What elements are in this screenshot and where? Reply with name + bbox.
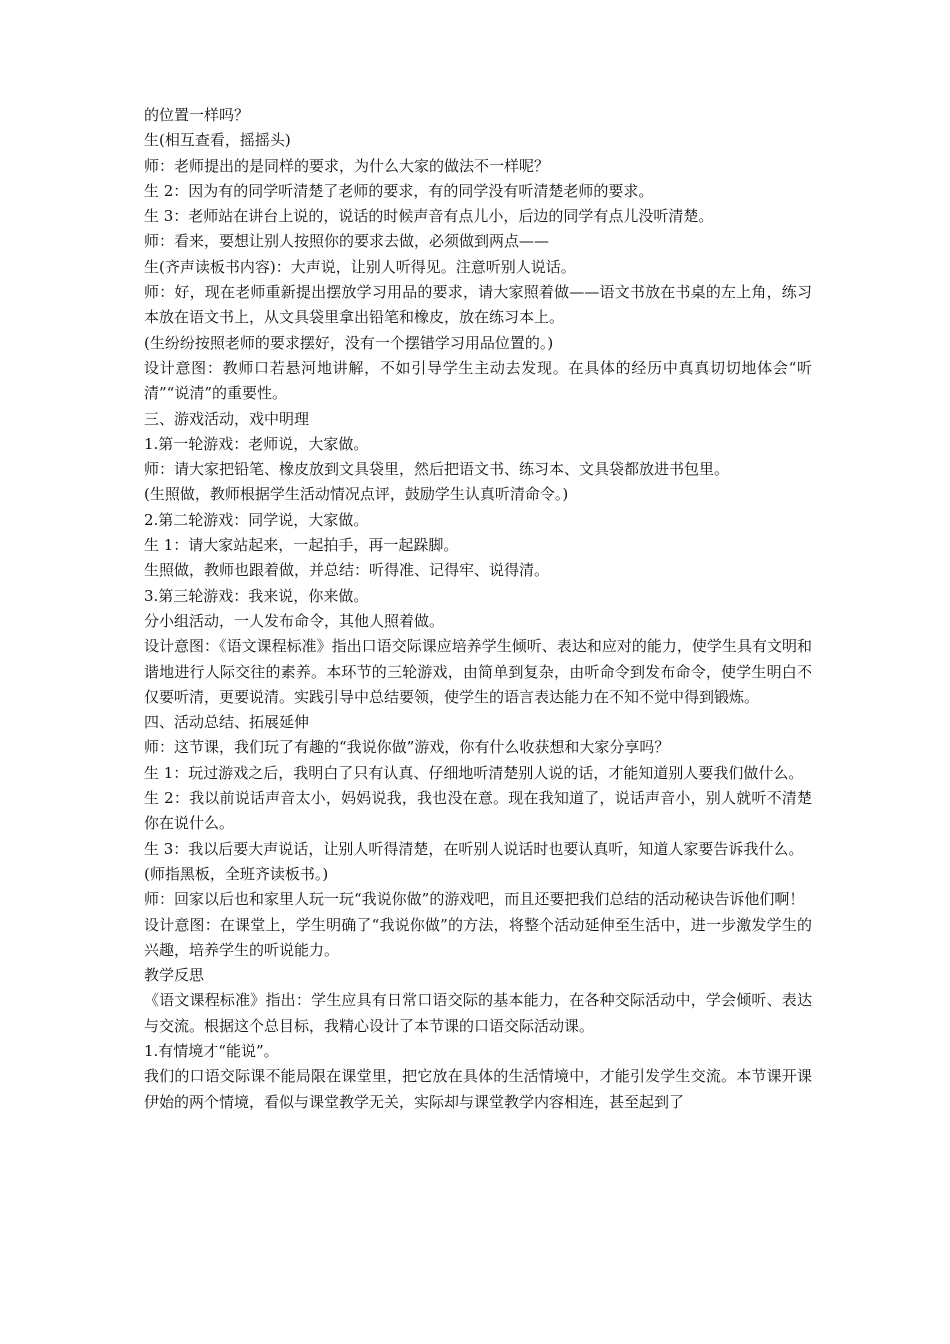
paragraph: 师：回家以后也和家里人玩一玩“我说你做”的游戏吧，而且还要把我们总结的活动秘诀告诉他们啊！ <box>144 890 805 909</box>
paragraph: 生 3：我以后要大声说话，让别人听得清楚，在听别人说话时也要认真听，知道人家要告诉我什么。 <box>144 839 804 858</box>
paragraph: 生 1：请大家站起来，一起拍手，再一起跺脚。 <box>144 536 459 555</box>
paragraph: 师：看来，要想让别人按照你的要求去做，必须做到两点—— <box>144 232 550 251</box>
paragraph: 师：请大家把铅笔、橡皮放到文具袋里，然后把语文书、练习本、文具袋都放进书包里。 <box>144 460 730 479</box>
paragraph: 生 2：因为有的同学听清楚了老师的要求，有的同学没有听清楚老师的要求。 <box>144 181 654 200</box>
paragraph: 1.第一轮游戏：老师说，大家做。 <box>144 434 369 453</box>
paragraph: 生照做，教师也跟着做，并总结：听得准、记得牢、说得清。 <box>144 561 550 580</box>
design-intent-paragraph: 设计意图：《语文课程标准》指出口语交际课应培养学生倾听、表达和应对的能力，使学生具有文明和谐地进行人际交往的素养。本环节的三轮游戏，由简单到复杂，由听命令到发布命令，使学生明白不仅要听清，更要说清。实践引导中总结要领，使学生的语言表达能力在不知不觉中得到锻炼。 <box>144 637 812 706</box>
document-body <box>144 103 812 1115</box>
paragraph: 生 3：老师站在讲台上说的，说话的时候声音有点儿小，后边的同学有点儿没听清楚。 <box>144 207 714 226</box>
paragraph: 生(相互查看，摇摇头) <box>144 131 291 150</box>
design-intent-paragraph: 设计意图：在课堂上，学生明确了“我说你做”的方法，将整个活动延伸至生活中，进一步激发学生的兴趣，培养学生的听说能力。 <box>144 915 812 959</box>
paragraph: (生纷纷按照老师的要求摆好，没有一个摆错学习用品位置的。) <box>144 333 554 352</box>
paragraph: 分小组活动，一人发布命令，其他人照着做。 <box>144 611 445 630</box>
paragraph: 的位置一样吗？ <box>144 106 250 124</box>
paragraph: 师：老师提出的是同样的要求，为什么大家的做法不一样呢？ <box>144 156 550 175</box>
paragraph: 2.第二轮游戏：同学说，大家做。 <box>144 510 369 529</box>
section-heading: 教学反思 <box>144 966 205 985</box>
paragraph: 生 1：玩过游戏之后，我明白了只有认真、仔细地听清楚别人说的话，才能知道别人要我们做什么。 <box>144 763 804 782</box>
paragraph: 生 2：我以前说话声音太小，妈妈说我，我也没在意。现在我知道了，说话声音小，别人就听不清楚你在说什么。 <box>144 789 812 833</box>
section-heading: 四、活动总结、拓展延伸 <box>144 713 310 732</box>
paragraph: 我们的口语交际课不能局限在课堂里，把它放在具体的生活情境中，才能引发学生交流。本节课开课伊始的两个情境，看似与课堂教学无关，实际却与课堂教学内容相连，甚至起到了 <box>144 1067 812 1111</box>
paragraph: 师：这节课，我们玩了有趣的“我说你做”游戏，你有什么收获想和大家分享吗？ <box>144 738 670 757</box>
paragraph: 《语文课程标准》指出：学生应具有日常口语交际的基本能力，在各种交际活动中，学会倾听、表达与交流。根据这个总目标，我精心设计了本节课的口语交际活动课。 <box>144 991 812 1035</box>
paragraph: (师指黑板，全班齐读板书。) <box>144 864 329 883</box>
design-intent-paragraph: 设计意图：教师口若悬河地讲解，不如引导学生主动去发现。在具体的经历中真真切切地体会“听清”“说清”的重要性。 <box>144 358 812 403</box>
section-heading: 三、游戏活动，戏中明理 <box>144 409 310 428</box>
paragraph: 1.有情境才“能说”。 <box>144 1041 279 1060</box>
paragraph: 生(齐声读板书内容)：大声说，让别人听得见。注意听别人说话。 <box>144 257 576 276</box>
paragraph: (生照做，教师根据学生活动情况点评，鼓励学生认真听清命令。) <box>144 485 569 504</box>
paragraph: 3.第三轮游戏：我来说，你来做。 <box>144 586 369 605</box>
paragraph: 师：好，现在老师重新提出摆放学习用品的要求，请大家照着做——语文书放在书桌的左上角，练习本放在语文书上，从文具袋里拿出铅笔和橡皮，放在练习本上。 <box>144 283 812 327</box>
